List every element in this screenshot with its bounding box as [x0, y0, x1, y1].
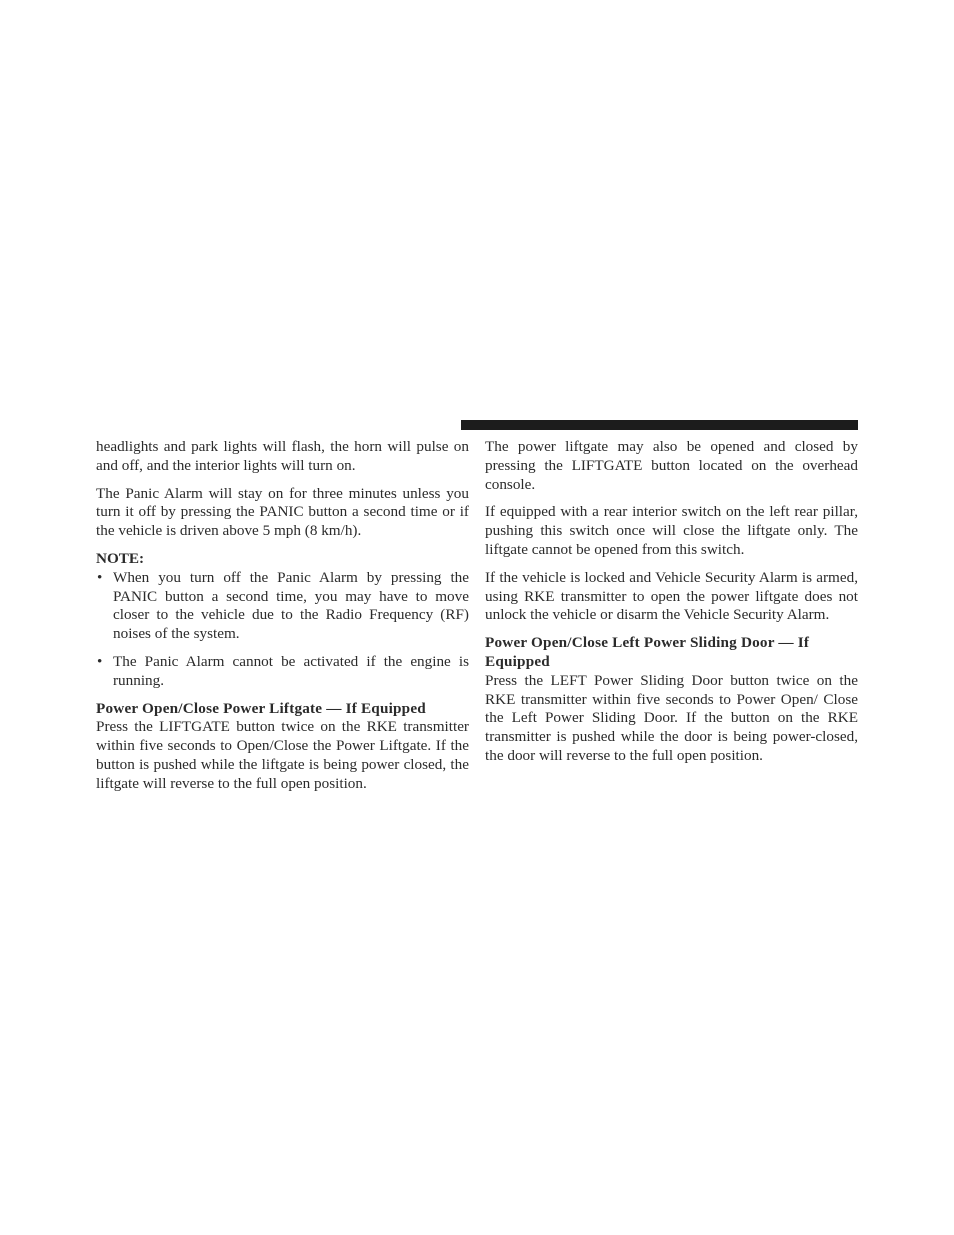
- list-item-text: When you turn off the Panic Alarm by pressing the PANIC button a second time, you may have to move closer to the vehicle due to the Radio Frequency (RF) noises of the system.: [113, 568, 469, 643]
- right-column: [485, 438, 858, 775]
- bullet-icon: •: [97, 568, 103, 586]
- paragraph: The power liftgate may also be opened and closed by pressing the LIFTGATE button located on the overhead console.: [485, 438, 858, 493]
- note-list: [96, 569, 469, 691]
- note-label: NOTE:: [96, 549, 145, 567]
- section-heading: Power Open/Close Left Power Sliding Door — If Equipped: [485, 634, 810, 670]
- list-item: [96, 653, 469, 691]
- left-column: [96, 438, 469, 803]
- paragraph: Press the LEFT Power Sliding Door button twice on the RKE transmitter within five seconds to Power Open/ Close the Left Power Sliding Door. If the button on the RKE transmitter is pushed while the door is being power-closed, the door will reverse to the full open position.: [485, 671, 858, 764]
- paragraph: If equipped with a rear interior switch on the left rear pillar, pushing this switch once will close the liftgate only. The liftgate cannot be opened from this switch.: [485, 503, 858, 558]
- list-item-text: The Panic Alarm cannot be activated if the engine is running.: [113, 652, 469, 689]
- paragraph: If the vehicle is locked and Vehicle Security Alarm is armed, using RKE transmitter to open the power liftgate does not unlock the vehicle or disarm the Vehicle Security Alarm.: [485, 568, 858, 624]
- paragraph: Press the LIFTGATE button twice on the RKE transmitter within five seconds to Open/Close the Power Liftgate. If the button is pushed while the liftgate is being power closed, the liftgate will reverse to the full open position.: [96, 718, 469, 792]
- list-item: [96, 569, 469, 644]
- section-heading: Power Open/Close Power Liftgate — If Equipped: [96, 699, 426, 717]
- paragraph: The Panic Alarm will stay on for three minutes unless you turn it off by pressing the PANIC button a second time or if the vehicle is driven above 5 mph (8 km/h).: [96, 484, 469, 540]
- paragraph: headlights and park lights will flash, the horn will pulse on and off, and the interior lights will turn on.: [96, 438, 469, 474]
- bullet-icon: •: [97, 652, 103, 670]
- header-rule: [461, 420, 858, 430]
